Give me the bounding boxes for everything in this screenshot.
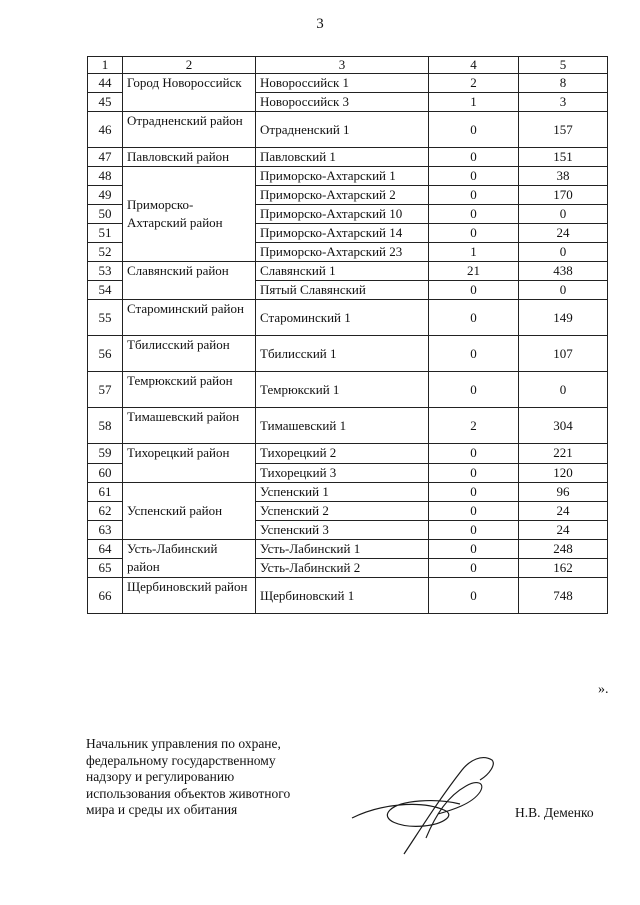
table-row	[88, 444, 608, 464]
hunting-ground-cell: Староминский 1	[256, 300, 429, 336]
count-cell: 0	[429, 372, 519, 408]
quota-cell: 248	[519, 540, 608, 559]
table-row	[88, 483, 608, 502]
hunting-ground-cell: Тимашевский 1	[256, 408, 429, 444]
hunting-ground-cell: Тбилисский 1	[256, 336, 429, 372]
district-cell: Тимашевский район	[123, 408, 256, 444]
hunting-ground-cell: Успенский 2	[256, 502, 429, 521]
row-number-cell: 54	[88, 281, 123, 300]
column-header: 1	[88, 57, 123, 74]
column-header: 4	[429, 57, 519, 74]
count-cell: 0	[429, 205, 519, 224]
quota-cell: 24	[519, 502, 608, 521]
row-number-cell: 66	[88, 578, 123, 614]
table-row	[88, 167, 608, 186]
count-cell: 0	[429, 578, 519, 614]
row-number-cell: 61	[88, 483, 123, 502]
row-number-cell: 47	[88, 148, 123, 167]
hunting-ground-cell: Новороссийск 3	[256, 93, 429, 112]
table-row	[88, 112, 608, 148]
table-row	[88, 540, 608, 559]
signatory-title-line: использования объектов животного	[86, 785, 291, 801]
district-cell: Отрадненский район	[123, 112, 256, 148]
quota-cell: 0	[519, 281, 608, 300]
signatory-title	[86, 736, 346, 819]
table-row	[88, 336, 608, 372]
hunting-ground-cell: Пятый Славянский	[256, 281, 429, 300]
hunting-ground-cell: Тихорецкий 2	[256, 444, 429, 464]
row-number-cell: 50	[88, 205, 123, 224]
count-cell: 0	[429, 521, 519, 540]
quota-cell: 170	[519, 186, 608, 205]
column-header: 2	[123, 57, 256, 74]
count-cell: 0	[429, 224, 519, 243]
quota-cell: 157	[519, 112, 608, 148]
handwritten-signature	[340, 752, 510, 862]
table-row	[88, 578, 608, 614]
row-number-cell: 44	[88, 74, 123, 93]
quota-cell: 221	[519, 444, 608, 464]
row-number-cell: 45	[88, 93, 123, 112]
hunting-ground-cell: Успенский 3	[256, 521, 429, 540]
column-header: 5	[519, 57, 608, 74]
hunting-ground-cell: Щербиновский 1	[256, 578, 429, 614]
district-cell: Павловский район	[123, 148, 256, 167]
count-cell: 0	[429, 148, 519, 167]
district-cell: Усть-Лабинский район	[123, 540, 256, 578]
row-number-cell: 58	[88, 408, 123, 444]
row-number-cell: 52	[88, 243, 123, 262]
hunting-ground-cell: Приморско-Ахтарский 10	[256, 205, 429, 224]
page-number: 3	[316, 16, 324, 32]
row-number-cell: 65	[88, 559, 123, 578]
hunting-ground-cell: Славянский 1	[256, 262, 429, 281]
count-cell: 0	[429, 336, 519, 372]
hunting-ground-cell: Усть-Лабинский 2	[256, 559, 429, 578]
quota-cell: 3	[519, 93, 608, 112]
district-cell: Темрюкский район	[123, 372, 256, 408]
district-cell: Славянский район	[123, 262, 256, 300]
table-row	[88, 372, 608, 408]
count-cell: 0	[429, 502, 519, 521]
closing-quote: ».	[598, 682, 609, 697]
district-cell: Город Новороссийск	[123, 74, 256, 112]
column-header: 3	[256, 57, 429, 74]
count-cell: 0	[429, 281, 519, 300]
quota-cell: 96	[519, 483, 608, 502]
quota-cell: 24	[519, 521, 608, 540]
hunting-ground-cell: Успенский 1	[256, 483, 429, 502]
count-cell: 0	[429, 186, 519, 205]
count-cell: 0	[429, 167, 519, 186]
count-cell: 0	[429, 300, 519, 336]
row-number-cell: 53	[88, 262, 123, 281]
hunting-ground-cell: Усть-Лабинский 1	[256, 540, 429, 559]
count-cell: 0	[429, 483, 519, 502]
count-cell: 0	[429, 540, 519, 559]
quota-cell: 151	[519, 148, 608, 167]
hunting-ground-cell: Приморско-Ахтарский 1	[256, 167, 429, 186]
table-row	[88, 148, 608, 167]
table-row	[88, 262, 608, 281]
signatory-title-line: Начальник управления по охране,	[86, 736, 281, 751]
row-number-cell: 57	[88, 372, 123, 408]
signatory-title-line: федеральному государственному	[86, 752, 276, 768]
row-number-cell: 49	[88, 186, 123, 205]
row-number-cell: 46	[88, 112, 123, 148]
quota-cell: 24	[519, 224, 608, 243]
quota-cell: 0	[519, 205, 608, 224]
signatory-name: Н.В. Деменко	[515, 805, 594, 820]
row-number-cell: 55	[88, 300, 123, 336]
quota-cell: 438	[519, 262, 608, 281]
quota-cell: 8	[519, 74, 608, 93]
signatory-title-line: надзору и регулированию	[86, 769, 235, 784]
count-cell: 21	[429, 262, 519, 281]
hunting-ground-cell: Приморско-Ахтарский 23	[256, 243, 429, 262]
table-header-row	[88, 57, 608, 74]
hunting-ground-cell: Отрадненский 1	[256, 112, 429, 148]
row-number-cell: 64	[88, 540, 123, 559]
district-cell: Щербиновский район	[123, 578, 256, 614]
count-cell: 2	[429, 74, 519, 93]
hunting-ground-cell: Приморско-Ахтарский 2	[256, 186, 429, 205]
quota-cell: 0	[519, 372, 608, 408]
quota-cell: 38	[519, 167, 608, 186]
district-cell: Староминский район	[123, 300, 256, 336]
table-row	[88, 408, 608, 444]
district-cell: Приморско-Ахтарский район	[123, 167, 256, 262]
quota-cell: 162	[519, 559, 608, 578]
row-number-cell: 63	[88, 521, 123, 540]
hunting-ground-cell: Павловский 1	[256, 148, 429, 167]
hunting-ground-cell: Тихорецкий 3	[256, 464, 429, 483]
row-number-cell: 59	[88, 444, 123, 464]
row-number-cell: 62	[88, 502, 123, 521]
hunting-ground-cell: Приморско-Ахтарский 14	[256, 224, 429, 243]
signatory-title-line: мира и среды их обитания	[86, 802, 238, 817]
row-number-cell: 48	[88, 167, 123, 186]
row-number-cell: 51	[88, 224, 123, 243]
count-cell: 2	[429, 408, 519, 444]
district-cell: Тихорецкий район	[123, 444, 256, 483]
hunting-grounds-table	[87, 56, 608, 614]
quota-cell: 748	[519, 578, 608, 614]
count-cell: 0	[429, 112, 519, 148]
quota-cell: 149	[519, 300, 608, 336]
table-row	[88, 300, 608, 336]
count-cell: 0	[429, 464, 519, 483]
district-cell: Тбилисский район	[123, 336, 256, 372]
hunting-ground-cell: Темрюкский 1	[256, 372, 429, 408]
table-row	[88, 74, 608, 93]
row-number-cell: 56	[88, 336, 123, 372]
quota-cell: 120	[519, 464, 608, 483]
quota-cell: 0	[519, 243, 608, 262]
count-cell: 1	[429, 93, 519, 112]
row-number-cell: 60	[88, 464, 123, 483]
quota-cell: 107	[519, 336, 608, 372]
hunting-ground-cell: Новороссийск 1	[256, 74, 429, 93]
count-cell: 1	[429, 243, 519, 262]
count-cell: 0	[429, 444, 519, 464]
district-cell: Успенский район	[123, 483, 256, 540]
quota-cell: 304	[519, 408, 608, 444]
count-cell: 0	[429, 559, 519, 578]
